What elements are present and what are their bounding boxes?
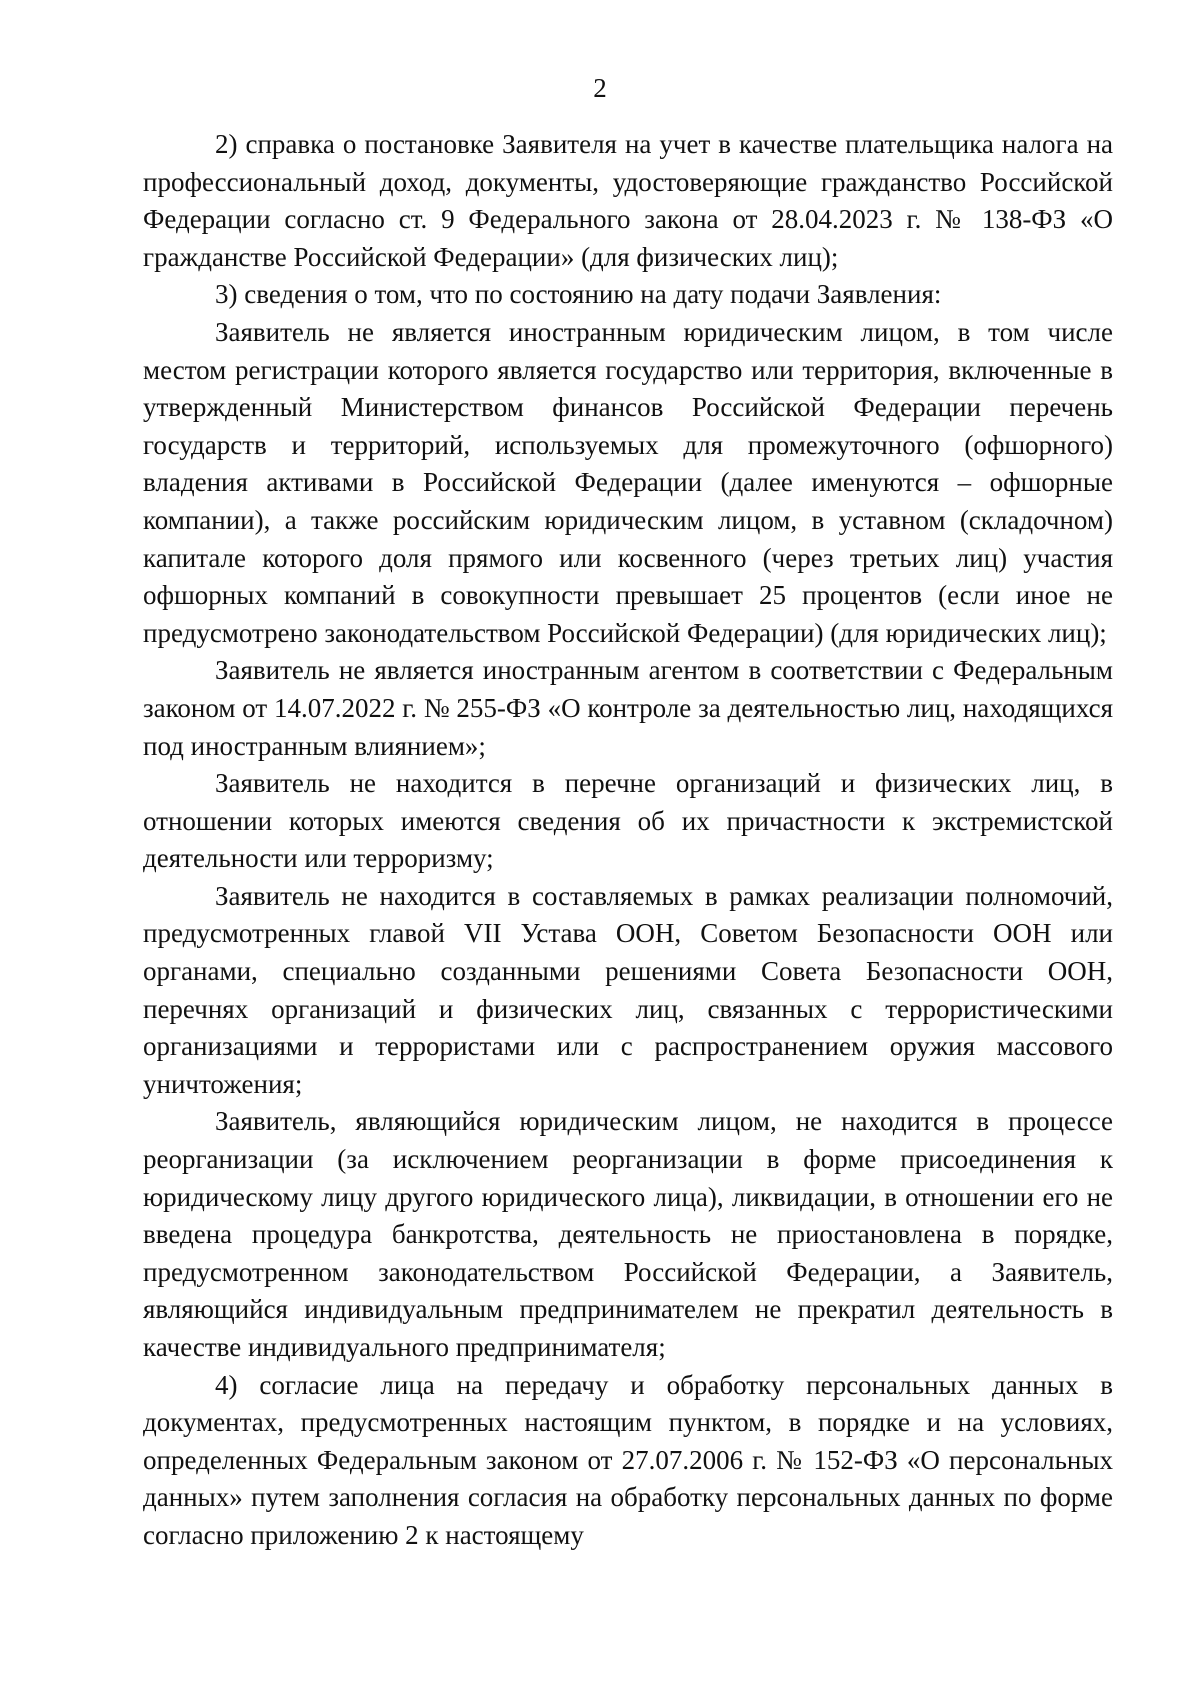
paragraph-not-foreign-agent: Заявитель не является иностранным агентом в соответствии с Федеральным законом от 14.07.2022 г. № 255-ФЗ «О контроле за деятельностью лиц, находящихся под иностранным влиянием»; <box>143 655 1113 761</box>
paragraph-item-2-tax-certificate: 2) справка о постановке Заявителя на учет в качестве плательщика налога на профессиональный доход, документы, удостоверяющие гражданство Российской Федерации согласно ст. 9 Федерального закона от 28.04.2023 г. № 138-ФЗ «О гражданстве Российской Федерации» (для физических лиц); <box>143 129 1113 272</box>
paragraph-not-reorganization: Заявитель, являющийся юридическим лицом, не находится в процессе реорганизации (за исключением реорганизации в форме присоединения к юридическому лицу другого юридического лица), ликвидации, в отношении его не введена процедура банкротства, деятельность не приостановлена в порядке, предусмотренном законодательством Российской Федерации, а Заявитель, являющийся индивидуальным предпринимателем не прекратил деятельность в качестве индивидуального предпринимателя; <box>143 1106 1113 1362</box>
paragraph-item-3-intro: 3) сведения о том, что по состоянию на дату подачи Заявления: <box>215 279 942 310</box>
paragraph-item-4-personal-data-consent: 4) согласие лица на передачу и обработку персональных данных в документах, предусмотренных настоящим пунктом, в порядке и на условиях, определенных Федеральным законом от 27.07.2006 г. № 152-ФЗ «О персональных данных» путем заполнения согласия на обработку персональных данных по форме согласно приложению 2 к настоящему <box>143 1369 1113 1550</box>
page-number: 2 <box>593 73 607 103</box>
paragraph-not-foreign-entity: Заявитель не является иностранным юридическим лицом, в том числе местом регистрации которого является государство или территория, включенные в утвержденный Министерством финансов Российской Федерации перечень государств и территорий, используемых для промежуточного (офшорного) владения активами в Российской Федерации (далее именуются – офшорные компании), а также российским юридическим лицом, в уставном (складочном) капитале которого доля прямого или косвенного (через третьих лиц) участия офшорных компаний в совокупности превышает 25 процентов (если иное не предусмотрено законодательством Российской Федерации) (для юридических лиц); <box>143 316 1113 648</box>
document-body <box>143 126 1113 1555</box>
paragraph-not-extremism-list: Заявитель не находится в перечне организаций и физических лиц, в отношении которых имеются сведения об их причастности к экстремистской деятельности или терроризму; <box>143 768 1113 874</box>
paragraph-not-un-sanctions-list: Заявитель не находится в составляемых в рамках реализации полномочий, предусмотренных главой VII Устава ООН, Советом Безопасности ООН или органами, специально созданными решениями Совета Безопасности ООН, перечнях организаций и физических лиц, связанных с террористическими организациями и террористами или с распространением оружия массового уничтожения; <box>143 880 1113 1099</box>
